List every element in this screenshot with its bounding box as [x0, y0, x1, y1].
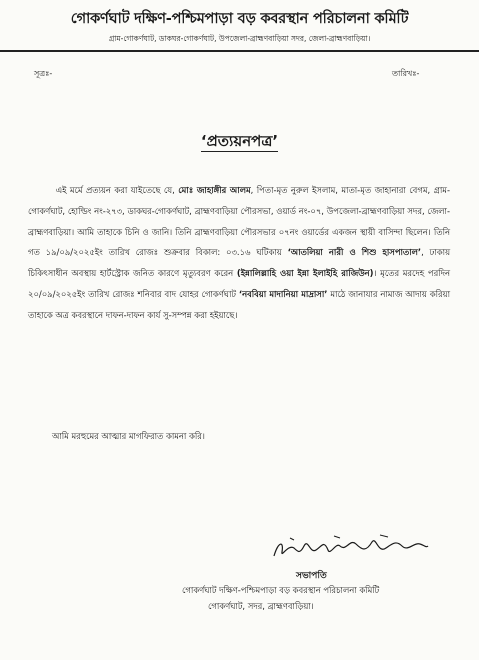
header-divider — [0, 50, 479, 52]
signatory-address: গোকর্ণঘাট, সদর, ব্রাহ্মণবাড়িয়া। — [208, 601, 314, 611]
body-part-2: , পিতা-মৃত নুরুল ইসলাম, মাতা-মৃত জাহানারা বেগম, গ্রাম-গোকর্ণঘাট, হোল্ডিং নং-২৭৩, ডাকঘর-গোকর্ণঘাট, ব্রাহ্মণবাড়িয়া পৌরসভা, ওয়ার্ড নং-০৭, উপজেলা-ব্রাহ্মণবাড়িয়া সদর, জেলা-ব্রাহ্মণবাড়িয়া। আমি তাহাকে চিনি ও জানি। তিনি ব্রাহ্মণবাড়িয়া পৌরসভার ০৭নং ওয়ার্ডের একজন স্থায়ী বাসিন্দা ছিলেন। তিনি গত ১৯/০৯/২০২৫ইং তারিখ রোজঃ শুক্রবার বিকাল: ০৩.১৬ ঘটিকায় — [28, 185, 450, 258]
date-label: তারিখঃ- — [392, 69, 420, 78]
document-title — [0, 130, 479, 155]
body-part-4: । মৃতের মরদেহ পরদিন ২০/০৯/২০২৫ইং তারিখ রোজঃ শনিবার বাদ যোহর গোকর্ণঘাট — [28, 268, 450, 299]
body-part-5: মাঠে জানাযার নামাজ আদায় করিয়া তাহাকে অত্র কবরস্থানে দাফন-দাফন কার্য সু-সম্পন্ন করা হইয়াছে। — [28, 288, 450, 320]
hospital-name: ‘আতলিয়া নারী ও শিশু হাসপাতাল’ — [287, 247, 422, 258]
signatory-role: সভাপতি — [296, 571, 327, 581]
organization-title: গোকর্ণঘাট দক্ষিণ-পশ্চিমপাড়া বড় কবরস্থান পরিচালনা কমিটি — [70, 11, 409, 27]
handwritten-signature — [270, 532, 430, 562]
closing-line: আমি মরহুমের আত্মার মাগফিরাত কামনা করি। — [52, 431, 205, 441]
madrasa-name: ‘নববিয়া মাদানিয়া মাদ্রাসা’ — [238, 288, 328, 299]
dua-phrase: (ইন্নালিল্লাহি ওয়া ইন্না ইলাইহি রাজিউন) — [236, 268, 374, 279]
signatory-organization: গোকর্ণঘাট দক্ষিণ-পশ্চিমপাড়া বড় কবরস্থান পরিচালনা কমিটি — [182, 585, 380, 595]
document-title-text: ‘প্রত্যয়নপত্র’ — [200, 132, 279, 150]
reference-label: সূত্রঃ- — [34, 69, 53, 78]
certificate-body — [28, 180, 450, 326]
deceased-name: মোঃ জাহাঙ্গীর আলম — [178, 185, 251, 195]
body-part-3: , ঢাকায় চিকিৎসাধীন অবস্থায় হার্টস্ট্রোক জনিত কারণে মৃত্যুবরণ করেন — [28, 247, 450, 279]
organization-address: গ্রাম-গোকর্ণঘাট, ডাকঘর-গোকর্ণঘাট, উপজেলা-ব্রাহ্মণবাড়িয়া সদর, জেলা-ব্রাহ্মণবাড়িয়া। — [108, 34, 371, 43]
body-part-1: এই মর্মে প্রত্যয়ন করা যাইতেছে যে, — [55, 185, 179, 195]
